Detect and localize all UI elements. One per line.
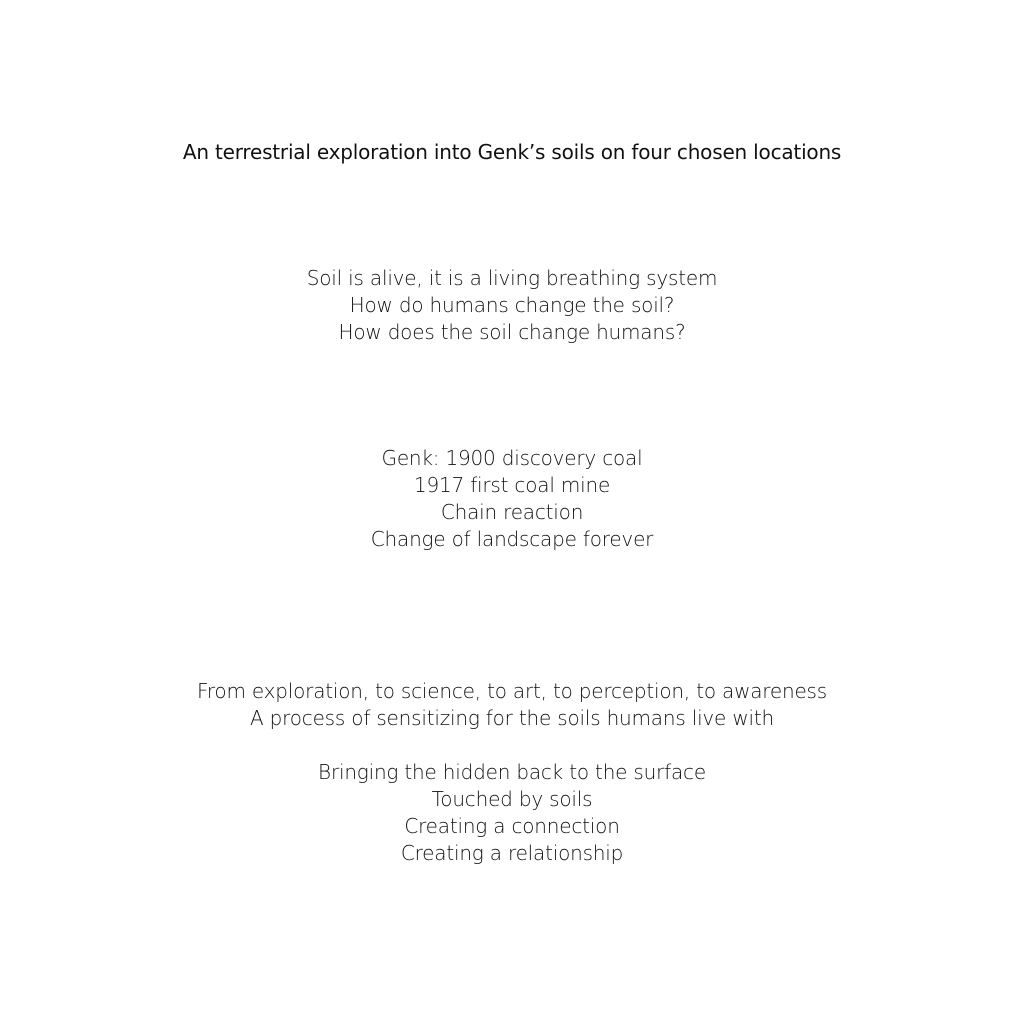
process-line-1: From exploration, to science, to art, to perception, to awareness	[196, 679, 828, 703]
connection-line-2: Touched by soils	[431, 787, 593, 811]
process-line-2: A process of sensitizing for the soils humans live with	[250, 706, 774, 730]
connection-line-4: Creating a relationship	[400, 841, 624, 865]
genk-line-1: Genk: 1900 discovery coal	[381, 446, 643, 470]
soil-line-1: Soil is alive, it is a living breathing system	[306, 266, 718, 290]
page-title: An terrestrial exploration into Genk’s soils on four chosen locations	[182, 140, 842, 164]
genk-line-2: 1917 first coal mine	[413, 473, 611, 497]
soil-line-2: How do humans change the soil?	[349, 293, 675, 317]
connection-line-3: Creating a connection	[404, 814, 620, 838]
soil-line-3: How does the soil change humans?	[338, 320, 686, 344]
genk-line-3: Chain reaction	[440, 500, 584, 524]
connection-line-1: Bringing the hidden back to the surface	[318, 760, 706, 784]
genk-line-4: Change of landscape forever	[370, 527, 654, 551]
